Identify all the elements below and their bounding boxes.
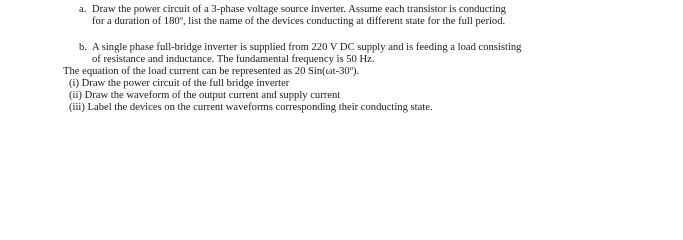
question-b-text-line-1: A single phase full-bridge inverter is supplied from 220 V DC supply and is feeding a load consisting xyxy=(92,42,522,53)
question-a-marker: a. xyxy=(79,4,87,15)
question-b-subitem-3: (iii) Label the devices on the current waveforms corresponding their conducting state. xyxy=(69,102,433,113)
question-b-text-line-3: The equation of the load current can be represented as 20 Sin(ωt-30º). xyxy=(63,66,360,77)
question-b-subitem-2: (ii) Draw the waveform of the output current and supply current xyxy=(69,90,341,101)
question-b-marker: b. xyxy=(79,42,87,53)
question-a-text-line-2: for a duration of 180º, list the name of the devices conducting at different state for the full period. xyxy=(92,16,506,27)
question-b-text-line-2: of resistance and inductance. The fundamental frequency is 50 Hz. xyxy=(92,54,375,65)
question-b-subitem-1: (i) Draw the power circuit of the full bridge inverter xyxy=(69,78,290,89)
question-a-text-line-1: Draw the power circuit of a 3-phase voltage source inverter. Assume each transistor is conducting xyxy=(92,4,506,15)
